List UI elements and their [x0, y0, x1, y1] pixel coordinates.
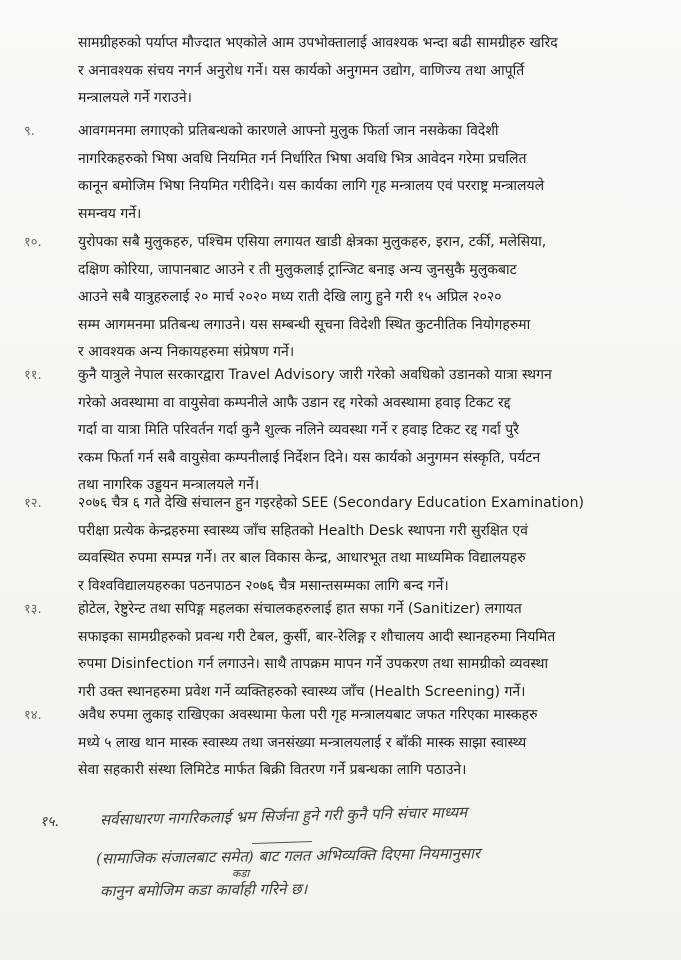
- item-number: १४.: [24, 708, 42, 723]
- item-line: रुपमा Disinfection गर्न लगाउने। साथै तापक्रम मापन गर्ने उपकरण तथा सामग्रीको व्यवस्था: [78, 656, 549, 672]
- item-line: सेवा सहकारी संस्था लिमिटेड मार्फत बिक्री वितरण गर्ने प्रबन्धका लागि पठाउने।: [78, 762, 467, 778]
- item-line: आवगमनमा लगाएको प्रतिबन्धको कारणले आफ्नो मुलुक फिर्ता जान नसकेका विदेशी: [78, 123, 499, 139]
- handwritten-insertion: कडा: [232, 867, 250, 880]
- item-line: कानून बमोजिम भिषा नियमित गरीदिने। यस कार्यका लागि गृह मन्त्रालय एवं परराष्ट्र मन्त्रालयले: [78, 178, 545, 194]
- item-line: गरी उक्त स्थानहरुमा प्रवेश गर्ने व्यक्तिहरुको स्वास्थ्य जाँच (Health Screening) गर्ने।: [78, 683, 526, 700]
- item-line: मध्ये ५ लाख थान मास्क स्वास्थ्य तथा जनसंख्या मन्त्रालयलाई र बाँकी मास्क साझा स्वास्थ्य: [78, 734, 527, 751]
- item-line: गर्दा वा यात्रा मिति परिवर्तन गर्दा कुनै शुल्क नलिने व्यवस्था गर्ने र हवाइ टिकट रद्द गर्दा पुरै: [78, 422, 519, 438]
- item-number: १२.: [24, 496, 42, 511]
- item-line: दक्षिण कोरिया, जापानबाट आउने र ती मुलुकलाई ट्रान्जिट बनाइ अन्य जुनसुकै मुलुकबाट: [78, 261, 517, 278]
- item-line: आउने सबै यात्रुहरुलाई २० मार्च २०२० मध्य राती देखि लागु हुने गरी १५ अप्रिल २०२०: [78, 289, 502, 305]
- handwritten-line: (सामाजिक संजालबाट समेत) बाट गलत अभिव्यक्ति दिएमा नियमानुसार: [95, 844, 481, 868]
- item-line: व्यवस्थित रुपमा सम्पन्न गर्ने। तर बाल विकास केन्द्र, आधारभूत तथा माध्यमिक विद्यालयहरु: [78, 550, 526, 566]
- item-line: र विश्वविद्यालयहरुका पठनपाठन २०७६ चैत्र मसान्तसम्मका लागि बन्द गर्ने।: [78, 577, 449, 594]
- list-item: [78, 118, 646, 228]
- intro-line: सामग्रीहरुको पर्याप्त मौज्दात भएकोले आम उपभोक्तालाई आवश्यक भन्दा बढी सामग्रीहरु खरिद: [78, 35, 558, 51]
- handwritten-line: कानुन बमोजिम कडा कार्वाही गरिने छ।: [99, 879, 308, 901]
- handwritten-item-number: १५.: [40, 814, 60, 830]
- intro-line: मन्त्रालयले गर्ने गराउने।: [78, 90, 192, 106]
- intro-line: र अनावश्यक संचय नगर्न अनुरोध गर्ने। यस कार्यको अनुगमन उद्योग, वाणिज्य तथा आपूर्ति: [78, 62, 525, 79]
- handwritten-line: सर्वसाधारण नागरिकलाई भ्रम सिर्जना हुने गरी कुनै पनि संचार माध्यम: [99, 803, 468, 829]
- list-item: [78, 702, 646, 785]
- list-item: [78, 490, 646, 600]
- list-item: [78, 229, 646, 367]
- item-line: नागरिकहरुको भिषा अवधि नियमित गर्न निर्धारित भिषा अवधि भित्र आवेदन गरेमा प्रचलित: [78, 150, 527, 167]
- item-number: ११.: [24, 368, 42, 383]
- item-line: कुनै यात्रुले नेपाल सरकारद्वारा Travel Advisory जारी गरेको अवधिको उडानको यात्रा स्थगन: [78, 367, 552, 383]
- item-line: र आवश्यक अन्य निकायहरुमा संप्रेषण गर्ने।: [78, 344, 295, 360]
- item-number: १३.: [24, 602, 42, 617]
- item-line: होटेल, रेष्टुरेन्ट तथा सपिङ्ग महलका संचालकहरुलाई हात सफा गर्ने (Sanitizer) लगायत: [78, 601, 522, 617]
- handwritten-stroke: [252, 841, 312, 844]
- intro-paragraph: [78, 30, 646, 113]
- item-line: अवैध रुपमा लुकाइ राखिएका अवस्थामा फेला परी गृह मन्त्रालयबाट जफत गरिएका मास्कहरु: [78, 707, 538, 723]
- item-line: सफाइका सामग्रीहरुको प्रवन्ध गरी टेबल, कुर्सी, बार-रेलिङ्ग र शौचालय आदी स्थानहरुमा नियमित: [78, 628, 556, 645]
- item-line: युरोपका सबै मुलुकहरु, पश्चिम एसिया लगायत खाडी क्षेत्रका मुलुकहरु, इरान, टर्की, मलेसिया,: [78, 234, 547, 250]
- item-line: परीक्षा प्रत्येक केन्द्रहरुमा स्वास्थ्य जाँच सहितको Health Desk स्थापना गरी सुरक्षित एवं: [78, 522, 528, 539]
- list-item: [78, 362, 646, 500]
- item-line: समन्वय गर्ने।: [78, 205, 142, 222]
- item-number: ९.: [24, 124, 35, 139]
- list-item: [78, 596, 646, 706]
- item-line: गरेको अवस्थामा वा वायुसेवा कम्पनीले आफै उडान रद्द गरेको अवस्थामा हवाइ टिकट रद्द: [78, 394, 511, 411]
- item-line: तथा नागरिक उड्डयन मन्त्रालयले गर्ने।: [78, 477, 260, 493]
- item-line: २०७६ चैत्र ६ गते देखि संचालन हुन गइरहेको SEE (Secondary Education Examination): [78, 495, 584, 511]
- item-line: सम्म आगमनमा प्रतिबन्ध लगाउने। यस सम्बन्धी सूचना विदेशी स्थित कुटनीतिक नियोगहरुमा: [78, 316, 531, 333]
- item-line: रकम फिर्ता गर्न सबै वायुसेवा कम्पनीलाई निर्देशन दिने। यस कार्यको अनुगमन संस्कृति, पर्यटन: [78, 449, 541, 466]
- item-number: १०.: [24, 235, 42, 250]
